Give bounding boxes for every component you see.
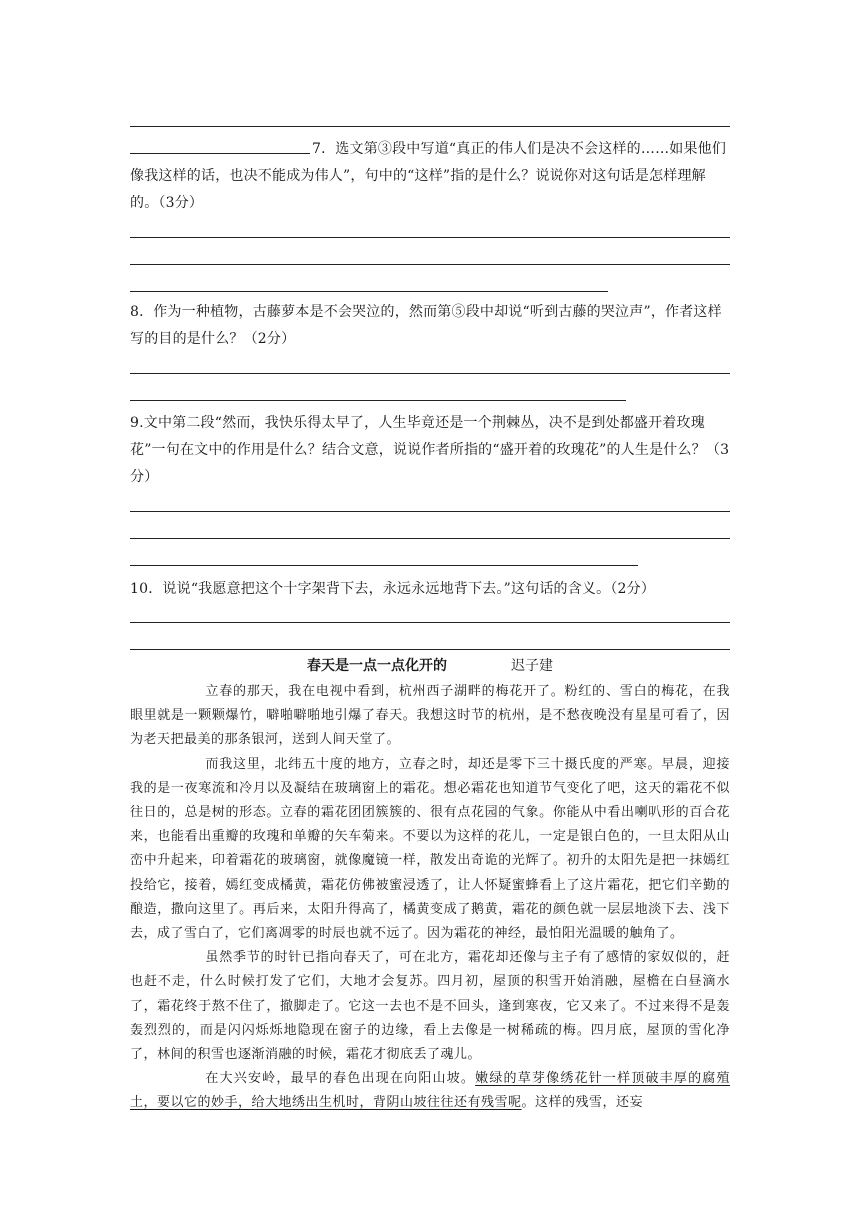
article-paragraph-3: 虽然季节的时针已指向春天了，可在北方，霜花却还像与主子有了感情的家奴似的，赶也赶不走，什么时候打发了它们，大地才会复苏。四月初，屋顶的积雪开始消融，屋檐在白昼滴水了，霜花终于熬不住了，撤脚走了。它这一去也不是不回头，逢到寒夜，它又来了。不过来得不是轰轰烈烈的，而是闪闪烁烁地隐现在窗子的边缘，看上去像是一树稀疏的梅。四月底，屋顶的雪化净了，林间的积雪也逐渐消融的时候，霜花才彻底丢了魂儿。	[130, 950, 730, 1063]
article-paragraph-4	[130, 1067, 730, 1115]
answer-line[interactable]	[130, 400, 626, 401]
answer-line[interactable]	[130, 565, 638, 566]
question-10: 10．说说“我愿意把这个十字架背下去，永远永远地背下去。”这句话的含义。（2分）	[130, 581, 656, 597]
answer-line[interactable]	[130, 622, 730, 623]
article-paragraph-1: 立春的那天，我在电视中看到，杭州西子湖畔的梅花开了。粉红的、雪白的梅花，在我眼里就是一颗颗爆竹，噼啪噼啪地引爆了春天。我想这时节的杭州，是不愁夜晚没有星星可看了，因为老天把最美的那条银河，送到人间天堂了。	[130, 684, 730, 748]
answer-line[interactable]	[130, 264, 730, 265]
article-paragraph-2: 而我这里，北纬五十度的地方，立春之时，却还是零下三十摄氏度的严寒。早晨，迎接我的是一夜寒流和冷月以及凝结在玻璃窗上的霜花。想必霜花也知道节气变化了吧，这天的霜花不似往日的，总是树的形态。立春的霜花团团簇簇的、很有点花园的气象。你能从中看出喇叭形的百合花来，也能看出重瓣的玫瑰和单瓣的矢车菊来。不要以为这样的花儿，一定是银白色的，一旦太阳从山峦中升起来，印着霜花的玻璃窗，就像魔镜一样，散发出奇诡的光辉了。初升的太阳先是把一抹嫣红投给它，接着，嫣红变成橘黄，霜花仿佛被蜜浸透了，让人怀疑蜜蜂看上了这片霜花，把它们辛勤的酿造，撒向这里了。再后来，太阳升得高了，橘黄变成了鹅黄，霜花的颜色就一层层地淡下去、浅下去，成了雪白了，它们离凋零的时辰也就不远了。因为霜花的神经，最怕阳光温暖的触角了。	[130, 756, 730, 942]
question-8: 8．作为一种植物，古藤萝本是不会哭泣的，然而第⑤段中却说“听到古藤的哭泣声”，作者这样写的目的是什么？（2分）	[130, 304, 722, 347]
underlined-sentence: 嫩绿的草芽像绣花针一样顶破丰厚的腐殖土，要以它的妙手，给大地绣出生机时，背阴山坡往往还有残雪呢	[130, 1071, 730, 1111]
answer-line[interactable]	[130, 237, 730, 238]
paragraph-4-start: 在大兴安岭，最早的春色出现在向阳山坡。	[205, 1071, 476, 1087]
paragraph-4-end: 。这样的残雪，还妄	[521, 1095, 644, 1111]
answer-line[interactable]	[130, 511, 730, 512]
answer-line[interactable]	[130, 373, 730, 374]
article-author: 迟子建	[511, 658, 553, 674]
article-title: 春天是一点一点化开的	[307, 658, 447, 674]
answer-line[interactable]	[130, 126, 730, 127]
article-body	[130, 680, 730, 1116]
article-heading	[130, 656, 730, 676]
answer-line[interactable]	[130, 291, 608, 292]
question-9: 9.文中第二段“然而，我快乐得太早了，人生毕竟还是一个荆棘丛，决不是到处都盛开着玫瑰花”一句在文中的作用是什么？结合文意，说说作者所指的“盛开着的玫瑰花”的人生是什么？（3分）	[130, 415, 730, 485]
answer-line[interactable]	[130, 538, 730, 539]
question-7: 7．选文第③段中写道“真正的伟人们是决不会这样的……如果他们像我这样的话，也决不能成为伟人”，句中的“这样”指的是什么？说说你对这句话是怎样理解的。（3分）	[130, 141, 727, 211]
answer-line[interactable]	[130, 649, 730, 650]
